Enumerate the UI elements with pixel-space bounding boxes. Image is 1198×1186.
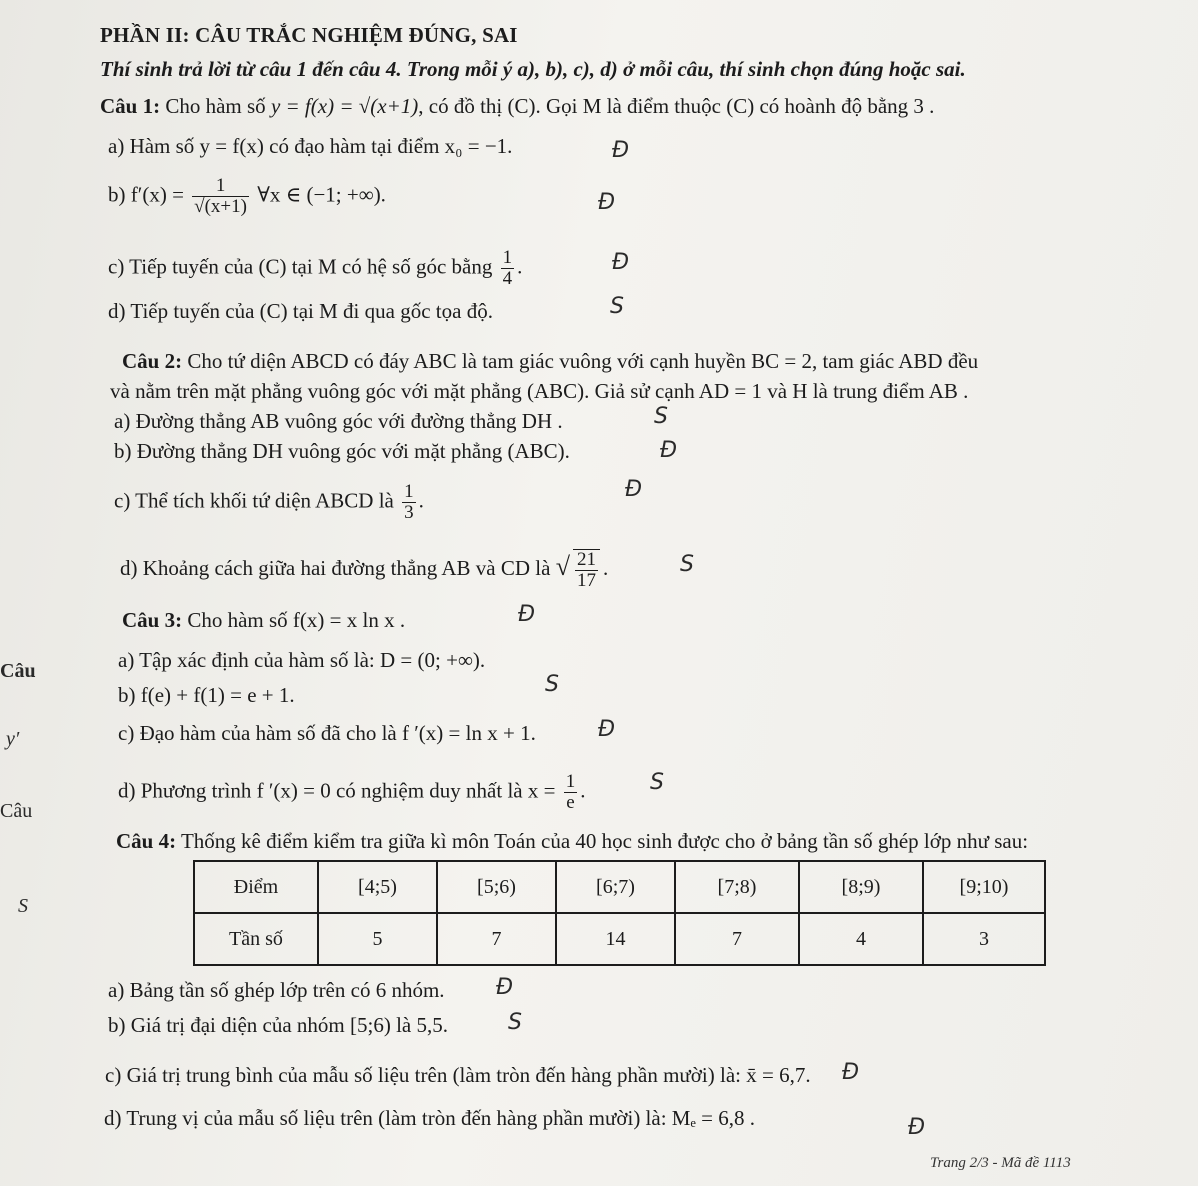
answer-mark: Đ [660,438,678,463]
table-cell: 4 [799,913,923,965]
answer-mark: Đ [598,190,616,215]
part-title: PHẦN II: CÂU TRẮC NGHIỆM ĐÚNG, SAI [100,23,518,47]
q2-option-d: d) Khoảng cách giữa hai đường thẳng AB và CD là √ $\frac{21}{17}$ . [120,549,609,591]
answer-mark: Đ [625,477,643,502]
answer-mark: Đ [518,602,536,627]
answer-mark: Đ [612,138,630,163]
q4-label: Câu 4: [116,829,177,853]
q3-option-a: a) Tập xác định của hàm số là: D = (0; +∞). [118,648,486,672]
table-cell: [6;7) [556,861,675,913]
frequency-table [193,860,1046,966]
answer-mark: Đ [496,975,514,1000]
answer-mark: Đ [908,1115,926,1140]
q1-function: y = f(x) = √(x+1) [270,94,419,118]
q3-option-b: b) f(e) + f(1) = e + 1. [118,683,295,707]
q4-option-d: d) Trung vị của mẫu số liệu trên (làm tròn đến hàng phần mười) là: Mₑ = 6,8 . [104,1106,755,1130]
table-cell: 3 [923,913,1045,965]
table-cell: 7 [675,913,799,965]
q4-option-b: b) Giá trị đại diện của nhóm [5;6) là 5,5. [108,1013,448,1037]
table-cell: [4;5) [318,861,437,913]
margin-note: Câu [0,660,36,682]
answer-mark: S [508,1010,522,1035]
q4-option-a: a) Bảng tần số ghép lớp trên có 6 nhóm. [108,978,445,1002]
table-header-frequency: Tần số [194,913,318,965]
q2-stem-line2: và nằm trên mặt phẳng vuông góc với mặt phẳng (ABC). Giả sử cạnh AD = 1 và H là trung điểm AB . [110,379,969,403]
answer-mark: S [610,294,624,319]
table-row [194,913,1045,965]
q2-stem-line1: Câu 2: Cho tứ diện ABCD có đáy ABC là tam giác vuông với cạnh huyền BC = 2, tam giác ABD đều [122,349,979,373]
answer-mark: Đ [842,1060,860,1085]
table-cell: [8;9) [799,861,923,913]
answer-mark: S [650,770,664,795]
table-cell: [9;10) [923,861,1045,913]
answer-mark: S [680,552,694,577]
margin-note: Câu [0,800,33,822]
page-footer: Trang 2/3 - Mã đề 1113 [930,1155,1071,1171]
q1-stem: Câu 1: Cho hàm số y = f(x) = √(x+1), có đồ thị (C). Gọi M là điểm thuộc (C) có hoành độ bằng 3 . [100,94,935,118]
answer-mark: Đ [598,717,616,742]
margin-note: S [18,895,28,917]
answer-mark: Đ [612,250,630,275]
margin-note: y′ [6,728,20,750]
q1-label: Câu 1: [100,94,161,118]
table-cell: [5;6) [437,861,556,913]
q2-label: Câu 2: [122,349,183,373]
q2-option-c: c) Thể tích khối tứ diện ABCD là $\frac{1}{3}$ . [114,481,424,523]
table-cell: [7;8) [675,861,799,913]
q3-label: Câu 3: [122,608,183,632]
q1-option-a: a) Hàm số y = f(x) có đạo hàm tại điểm x₀ = −1. [108,134,513,158]
table-cell: 5 [318,913,437,965]
q4-option-c: c) Giá trị trung bình của mẫu số liệu trên (làm tròn đến hàng phần mười) là: x̄ = 6,7. [105,1063,811,1087]
q4-stem: Câu 4: Thống kê điểm kiểm tra giữa kì môn Toán của 40 học sinh được cho ở bảng tần số ghép lớp như sau: [116,829,1029,853]
table-cell: 14 [556,913,675,965]
table-cell: 7 [437,913,556,965]
table-row [194,861,1045,913]
q1-option-b: b) f′(x) = $\frac{1}{√(x+1)}$ ∀x ∈ (−1; +∞). [108,175,386,217]
q2-option-b: b) Đường thẳng DH vuông góc với mặt phẳng (ABC). [114,439,570,463]
table-header-score: Điểm [194,861,318,913]
q3-option-c: c) Đạo hàm của hàm số đã cho là f ′(x) = ln x + 1. [118,721,536,745]
instruction: Thí sinh trả lời từ câu 1 đến câu 4. Trong mỗi ý a), b), c), d) ở mỗi câu, thí sinh chọn đúng hoặc sai. [100,57,966,81]
answer-mark: S [654,404,668,429]
q3-stem: Câu 3: Cho hàm số f(x) = x ln x . [122,608,406,632]
q3-option-d: d) Phương trình f ′(x) = 0 có nghiệm duy nhất là x = $\frac{1}{e}$ . [118,771,586,813]
q1-option-d: d) Tiếp tuyến của (C) tại M đi qua gốc tọa độ. [108,299,493,323]
answer-mark: S [545,672,559,697]
q2-option-a: a) Đường thẳng AB vuông góc với đường thẳng DH . [114,409,563,433]
q1-option-c: c) Tiếp tuyến của (C) tại M có hệ số góc bằng $\frac{1}{4}$ . [108,247,523,289]
